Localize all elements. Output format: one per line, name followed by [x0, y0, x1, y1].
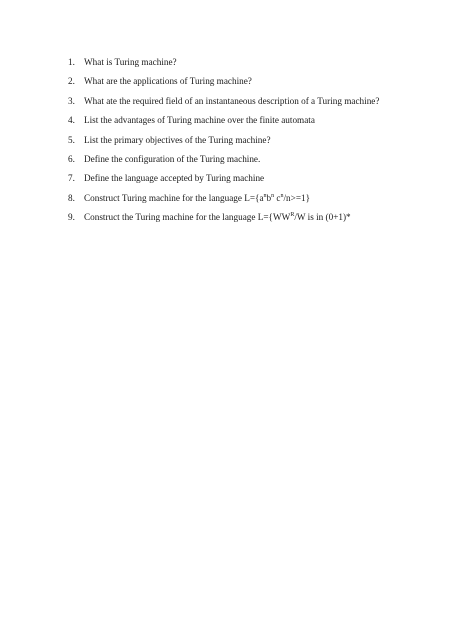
question-list — [68, 56, 379, 231]
question-text-part: /W is in (0+1)* — [294, 212, 351, 223]
question-item-5 — [68, 134, 379, 153]
question-text: List the advantages of Turing machine over the finite automata — [84, 115, 315, 126]
question-text-part: c — [274, 192, 281, 203]
question-item-1 — [68, 56, 379, 75]
question-item-3 — [68, 95, 379, 114]
question-text: What is Turing machine? — [84, 57, 177, 67]
question-number: 4. — [68, 115, 75, 126]
question-item-8 — [68, 192, 379, 211]
superscript: n — [271, 192, 275, 199]
question-item-4 — [68, 114, 379, 133]
question-number: 9. — [68, 212, 75, 223]
superscript: R — [290, 212, 295, 219]
question-text-part: Construct the Turing machine for the language L={WW — [84, 212, 291, 223]
superscript: n — [280, 192, 284, 199]
question-text: What are the applications of Turing machine? — [84, 76, 252, 87]
question-number: 8. — [68, 192, 75, 203]
question-item-6 — [68, 153, 379, 172]
question-text — [84, 212, 351, 222]
question-text: What ate the required field of an instantaneous description of a Turing machine? — [84, 95, 380, 106]
question-number: 7. — [68, 173, 75, 184]
question-text-part: Construct Turing machine for the language L={a — [84, 192, 264, 203]
question-text: List the primary objectives of the Turing machine? — [84, 134, 271, 145]
question-number: 1. — [68, 57, 75, 67]
question-number: 2. — [68, 76, 75, 87]
question-number: 3. — [68, 95, 75, 106]
question-text — [84, 193, 310, 203]
question-number: 6. — [68, 153, 75, 164]
question-item-7 — [68, 172, 379, 191]
question-text-part: b — [266, 192, 272, 203]
question-number: 5. — [68, 134, 75, 145]
question-text-part: /n>=1} — [283, 192, 311, 203]
question-text: Define the language accepted by Turing machine — [84, 173, 265, 184]
question-text: Define the configuration of the Turing machine. — [84, 153, 261, 164]
question-item-9 — [68, 211, 379, 230]
superscript: n — [263, 192, 267, 199]
question-item-2 — [68, 75, 379, 94]
